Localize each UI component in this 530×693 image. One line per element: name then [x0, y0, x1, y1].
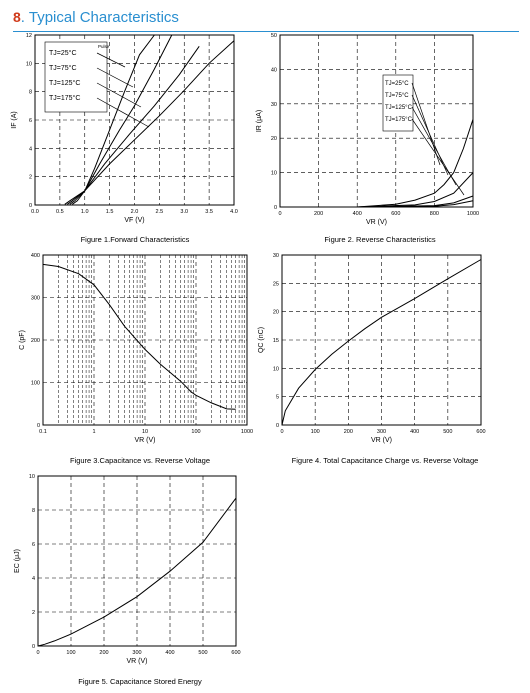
fig2-y-tick-label: 30 [270, 101, 277, 108]
fig2-legend-entry: TJ=175°C [385, 117, 412, 123]
fig5-caption: Figure 5. Capacitance Stored Energy [78, 677, 202, 686]
fig4-x-tick-label: 0 [280, 429, 284, 435]
fig1-y-tick-label: 2 [28, 174, 32, 181]
fig2-y-tick-label: 10 [270, 170, 277, 177]
fig2-x-tick-label: 400 [352, 211, 362, 217]
fig5-y-tick-label: 8 [31, 508, 35, 514]
fig1-x-tick-label: 0.0 [31, 209, 39, 215]
fig1-x-tick-label: 3.0 [180, 209, 189, 215]
fig1-legend-entry: TJ=75°C [49, 65, 77, 72]
fig3-x-tick-label: 100 [191, 429, 201, 435]
fig1-legend-pointer [97, 98, 149, 127]
fig4-x-tick-label: 500 [443, 429, 453, 435]
fig5-x-tick-label: 300 [132, 650, 142, 656]
fig3-caption: Figure 3.Capacitance vs. Reverse Voltage [69, 456, 211, 465]
fig1-y-tick-label: 8 [28, 89, 32, 96]
fig1-y-tick-label: 4 [28, 146, 32, 153]
fig1-legend-entry: TJ=175°C [49, 95, 81, 102]
fig2-x-tick-label: 800 [429, 211, 439, 217]
fig3-x-tick-label: 0.1 [39, 429, 47, 435]
fig2-legend-pointer [412, 83, 440, 165]
fig1-x-axis-label: VF (V) [124, 217, 145, 224]
fig4-x-tick-label: 400 [410, 429, 420, 435]
fig5-x-tick-label: 100 [66, 650, 76, 656]
fig3-x-tick-label: 1 [92, 429, 96, 435]
fig1-y-axis-label: IF (A) [11, 111, 18, 129]
fig2-x-tick-label: 600 [391, 211, 401, 217]
fig5-y-tick-label: 4 [31, 576, 35, 582]
fig2-y-tick-label: 20 [270, 136, 277, 143]
fig2-x-tick-label: 1000 [466, 211, 480, 217]
fig2-legend-pointer [412, 119, 464, 195]
fig5-x-axis-label: VR (V) [126, 658, 148, 665]
fig3-x-axis-label: VR (V) [134, 437, 156, 444]
fig5-x-tick-label: 600 [231, 650, 241, 656]
fig5-x-tick-label: 500 [198, 650, 208, 656]
fig1-caption: Figure 1.Forward Characteristics [80, 235, 190, 244]
fig1-legend-entry: TJ=25°C [49, 50, 77, 57]
fig5-y-axis-label: EC (μJ) [14, 549, 21, 573]
fig2-legend-entry: TJ=75°C [385, 93, 409, 99]
fig2-x-axis-label: VR (V) [366, 219, 387, 226]
section-number: 8 [13, 9, 21, 25]
fig5-y-tick-label: 6 [31, 542, 35, 548]
fig4-y-tick-label: 30 [272, 253, 279, 259]
fig4-y-axis-label: QC (nC) [258, 326, 265, 354]
fig2-caption: Figure 2. Reverse Characteristics [324, 235, 436, 244]
fig2-legend-entry: TJ=25°C [385, 81, 409, 87]
fig2-series-line [357, 119, 473, 207]
fig5-y-tick-label: 10 [28, 474, 35, 480]
fig4-y-tick-label: 5 [275, 394, 279, 401]
fig1-legend-pulse-label: Pulse [98, 44, 110, 49]
fig4-y-tick-label: 15 [272, 338, 279, 344]
fig4-x-tick-label: 600 [476, 429, 486, 435]
fig4-x-axis-label: VR (V) [371, 437, 392, 444]
fig4-x-tick-label: 200 [343, 429, 353, 435]
fig4-y-tick-label: 20 [272, 309, 279, 316]
fig3-x-tick-label: 10 [141, 429, 149, 435]
fig4-y-tick-label: 0 [275, 423, 279, 429]
fig2-y-axis-label: IR (μA) [256, 109, 263, 133]
fig2-plot-frame [280, 35, 473, 207]
fig1-y-tick-label: 10 [25, 61, 32, 68]
fig1-x-tick-label: 0.5 [56, 209, 64, 215]
fig4-y-tick-label: 25 [272, 281, 279, 288]
fig2-y-tick-label: 50 [270, 33, 277, 39]
fig1-y-tick-label: 12 [25, 33, 32, 39]
fig1-y-tick-label: 6 [28, 118, 32, 124]
fig4-x-tick-label: 300 [376, 429, 387, 435]
fig2-legend-pointer [412, 95, 448, 175]
fig1-x-tick-label: 1.5 [105, 209, 114, 215]
fig2-x-tick-label: 0 [278, 211, 282, 217]
fig5-y-tick-label: 2 [31, 610, 35, 616]
fig1-x-tick-label: 3.5 [205, 209, 213, 215]
fig3-series-line [43, 264, 236, 409]
fig2-y-tick-label: 0 [273, 205, 277, 211]
fig3-y-axis-label: C (pF) [19, 330, 26, 350]
fig3-y-tick-label: 0 [36, 423, 40, 429]
fig1-x-tick-label: 1.0 [80, 209, 89, 215]
fig1-x-tick-label: 4.0 [230, 209, 238, 215]
fig3-y-tick-label: 400 [30, 253, 40, 259]
fig5-y-tick-label: 0 [31, 644, 35, 650]
fig3-y-tick-label: 100 [30, 380, 40, 387]
section-title: . Typical Characteristics [20, 9, 179, 26]
fig3-y-tick-label: 300 [30, 295, 40, 302]
fig4-caption: Figure 4. Total Capacitance Charge vs. Reverse Voltage [291, 456, 479, 465]
fig2-y-tick-label: 40 [270, 67, 277, 74]
fig5-x-tick-label: 400 [165, 650, 175, 656]
fig2-legend-entry: TJ=125°C [385, 105, 412, 111]
fig1-x-tick-label: 2.5 [155, 209, 164, 215]
fig5-x-tick-label: 0 [36, 650, 40, 656]
fig1-y-tick-label: 0 [28, 203, 32, 209]
fig5-x-tick-label: 200 [99, 650, 109, 656]
fig3-y-tick-label: 200 [30, 338, 40, 344]
fig2-x-tick-label: 200 [314, 211, 324, 217]
fig4-y-tick-label: 10 [272, 366, 279, 373]
fig3-x-tick-label: 1000 [240, 429, 254, 435]
fig1-x-tick-label: 2.0 [130, 209, 139, 215]
fig4-x-tick-label: 100 [310, 429, 320, 435]
fig1-legend-entry: TJ=125°C [49, 80, 81, 87]
